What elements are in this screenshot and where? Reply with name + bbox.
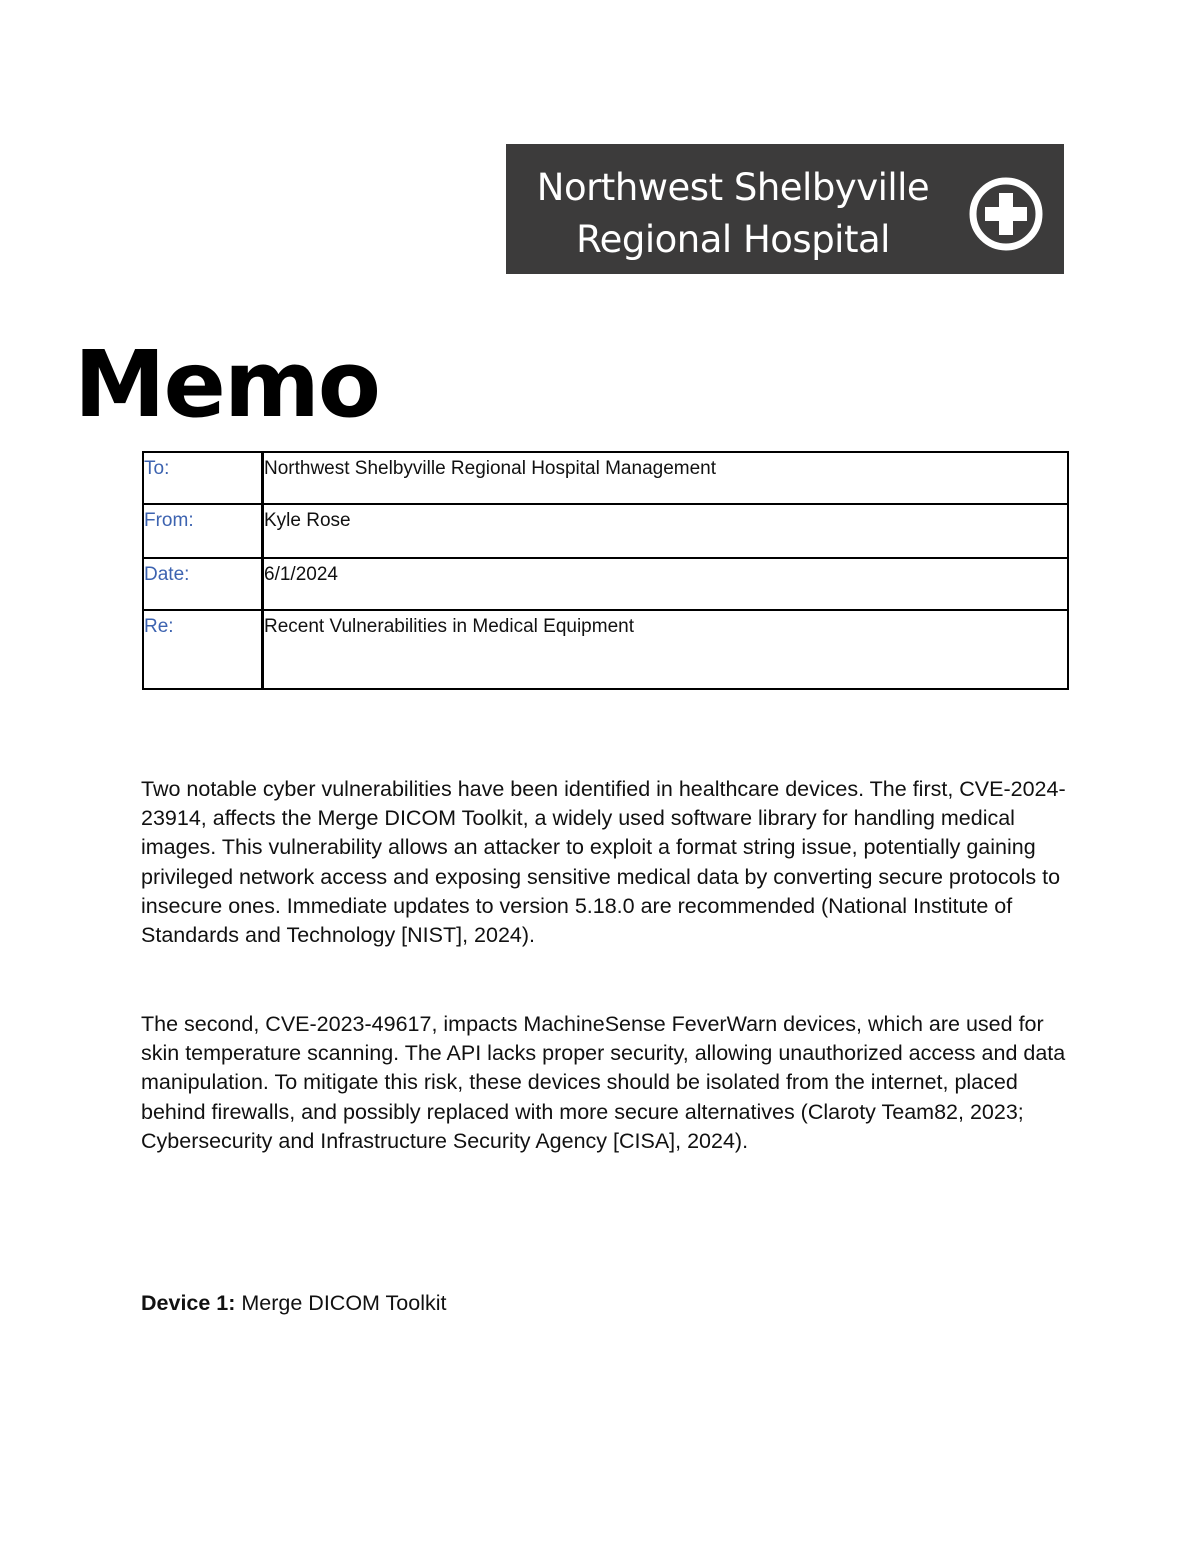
date-value: 6/1/2024: [263, 558, 1069, 610]
header-row-to: [143, 452, 1068, 504]
logo-text: [506, 162, 960, 266]
logo-line-1: Northwest Shelbyville: [536, 166, 930, 209]
header-row-date: [143, 558, 1068, 610]
to-value: Northwest Shelbyville Regional Hospital Management: [263, 452, 1069, 504]
to-label: To:: [143, 452, 263, 504]
plus-circle-icon: [968, 176, 1044, 252]
device-1-name: Merge DICOM Toolkit: [235, 1291, 447, 1315]
header-row-re: [143, 610, 1068, 689]
from-label: From:: [143, 504, 263, 558]
logo-line-2: Regional Hospital: [576, 218, 890, 261]
device-1-line: [141, 1289, 447, 1318]
device-1-label: Device 1:: [141, 1291, 236, 1315]
re-value: Recent Vulnerabilities in Medical Equipment: [263, 610, 1069, 689]
date-label: Date:: [143, 558, 263, 610]
from-value: Kyle Rose: [263, 504, 1069, 558]
memo-title: Memo: [74, 331, 380, 438]
body-paragraph-2: The second, CVE-2023-49617, impacts MachineSense FeverWarn devices, which are used for skin temperature scanning. The API lacks proper security, allowing unauthorized access and data manipulation. To mitigate this risk, these devices should be isolated from the internet, placed behind firewalls, and possibly replaced with more secure alternatives (Claroty Team82, 2023; Cybersecurity and Infrastructure Security Agency [CISA], 2024).: [141, 1012, 1066, 1153]
body-paragraph-1: Two notable cyber vulnerabilities have been identified in healthcare devices. The first, CVE-2024-23914, affects the Merge DICOM Toolkit, a widely used software library for handling medical images. This vulnerability allows an attacker to exploit a format string issue, potentially gaining privileged network access and exposing sensitive medical data by converting secure protocols to insecure ones. Immediate updates to version 5.18.0 are recommended (National Institute of Standards and Technology [NIST], 2024).: [141, 777, 1066, 948]
re-label: Re:: [143, 610, 263, 689]
memo-header-table: [142, 451, 1069, 690]
header-row-from: [143, 504, 1068, 558]
